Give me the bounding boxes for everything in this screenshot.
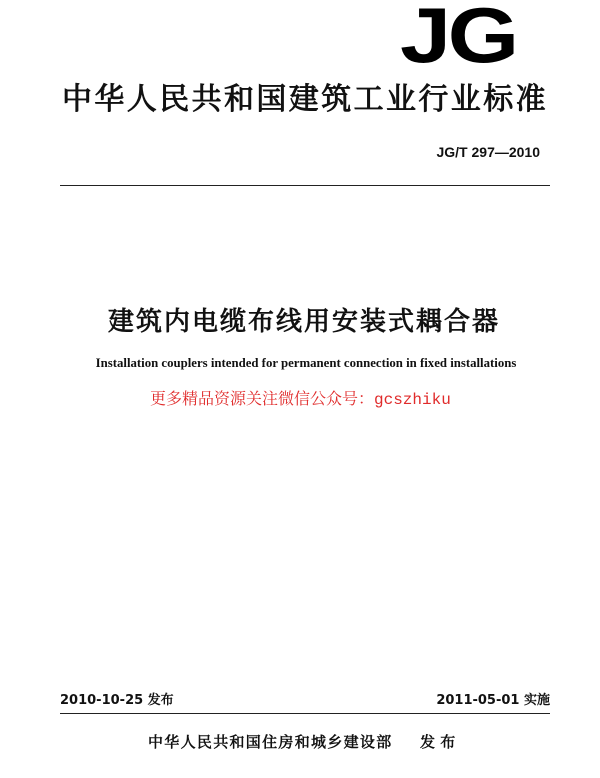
issue-date: 2010-10-25 发布 xyxy=(60,693,174,708)
document-title-chinese: 建筑内电缆布线用安装式耦合器 xyxy=(108,307,501,337)
standard-category: 中华人民共和国建筑工业行业标准 xyxy=(62,82,548,117)
standard-code: JG/T 297—2010 xyxy=(436,144,540,160)
document-title-english: Installation couplers intended for permanent connection in fixed installations xyxy=(95,356,517,370)
jg-logo: JG xyxy=(400,0,516,79)
issuing-authority: 中华人民共和国住房和城乡建设部 xyxy=(148,733,393,751)
header-divider xyxy=(60,185,550,186)
issue-label: 发 布 xyxy=(420,733,456,751)
implement-date: 2011-05-01 实施 xyxy=(436,693,550,708)
promo-text: 更多精品资源关注微信公众号：gcszhiku xyxy=(150,391,451,409)
footer-divider xyxy=(60,713,550,714)
